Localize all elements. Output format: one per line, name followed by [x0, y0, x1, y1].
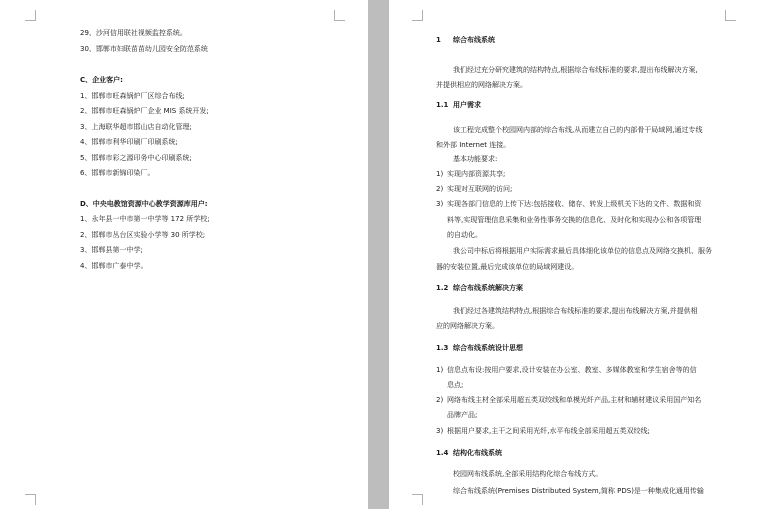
paragraph-line: 校园网布线系统,全部采用结构化综合布线方式。: [453, 470, 603, 478]
heading-number: 1.4: [436, 449, 449, 457]
list-item: 实现内部资源共享;: [447, 170, 506, 178]
paragraph-line: 和外部 Internet 连接。: [436, 141, 511, 149]
list-number: 3): [436, 200, 444, 208]
crop-mark-bottom-left: [412, 494, 423, 505]
heading-number: 1.2: [436, 284, 449, 292]
list-item: 29、沙河信用联社视频监控系统。: [80, 29, 187, 37]
list-number: 2): [436, 185, 444, 193]
crop-mark-bottom-left: [25, 494, 36, 505]
crop-mark-top-left: [412, 10, 423, 21]
document-page-left: [0, 0, 368, 509]
list-number: 1): [436, 366, 444, 374]
paragraph-line: 我公司中标后将根据用户实际需求最后具体细化该单位的信息点及网络交换机、服务: [453, 247, 712, 255]
list-item: 网络布线主材全部采用超五类双绞线和单模光纤产品,主材和辅材建议采用国产知名: [447, 396, 702, 404]
list-item: 料等,实现管理信息采集和业务性事务交换的信息化、及时化和实现办公和各项管理: [447, 216, 702, 224]
list-item: 3、上海联华超市邯山店自动化管理;: [80, 123, 192, 131]
heading-title: 结构化布线系统: [453, 449, 502, 457]
list-item: 的自动化。: [447, 231, 482, 239]
page-gap: [368, 0, 389, 509]
list-item: 息点;: [447, 381, 464, 389]
list-item: 信息点布设:按用户要求,设计安装在办公室、教室、多媒体教室和学生宿舍等的信: [447, 366, 697, 374]
document-page-right: [389, 0, 760, 509]
heading-title: 用户需求: [453, 101, 481, 109]
crop-mark-top-left: [25, 10, 36, 21]
list-item: 品牌产品;: [447, 411, 478, 419]
list-item: 6、邯郸市新锦印染厂。: [80, 169, 155, 177]
list-item: 实现各部门信息的上传下达:包括接收、储存、转发上级机关下达的文件、数据和资: [447, 200, 702, 208]
paragraph-line: 应的网络解决方案。: [436, 322, 499, 330]
list-item: 2、邯郸市旺森锅炉厂企业 MIS 系统开发;: [80, 107, 209, 115]
list-item: 1、邯郸市旺森锅炉厂区综合布线;: [80, 92, 185, 100]
paragraph-line: 该工程完成整个校园网内部的综合布线,从而建立自己的内部骨干局域网,通过专线: [453, 126, 703, 134]
heading-number: 1.1: [436, 101, 449, 109]
list-item: 4、邯郸市广泰中学。: [80, 262, 148, 270]
heading-title: 综合布线系统设计思想: [453, 344, 523, 352]
list-item: 1、永年县一中市第一中学等 172 所学校;: [80, 215, 210, 223]
list-number: 2): [436, 396, 444, 404]
paragraph-line: 并提供相应的网络解决方案。: [436, 81, 527, 89]
heading-title: 综合布线系统解决方案: [453, 284, 523, 292]
list-item: 根据用户要求,主干之间采用光纤,水平布线全部采用超五类双绞线;: [447, 427, 650, 435]
heading-number: 1.3: [436, 344, 449, 352]
list-number: 1): [436, 170, 444, 178]
section-heading: C、企业客户:: [80, 76, 123, 84]
list-item: 2、邯郸市丛台区实验小学等 30 所学校;: [80, 231, 206, 239]
list-item: 5、邯郸市彩之源印务中心印刷系统;: [80, 154, 192, 162]
list-item: 实现对互联网的访问;: [447, 185, 513, 193]
heading-title: 综合布线系统: [453, 36, 495, 44]
list-item: 30、邯郸市妇联苗苗幼儿园安全防范系统: [80, 45, 208, 53]
paragraph-line: 基本功能要求:: [453, 155, 498, 163]
list-item: 4、邯郸市利华印刷厂印刷系统;: [80, 138, 178, 146]
list-item: 3、邯郸县第一中学;: [80, 246, 143, 254]
crop-mark-top-right: [725, 10, 736, 21]
heading-number: 1: [436, 36, 441, 44]
paragraph-line: 我们经过充分研究建筑的结构特点,根据综合布线标准的要求,提出布线解决方案,: [453, 66, 698, 74]
section-heading: D、中央电教馆资源中心教学资源库用户:: [80, 200, 208, 208]
list-number: 3): [436, 427, 444, 435]
paragraph-line: 综合布线系统(Premises Distributed System,简称 PDS)是一种集成化通用传输: [453, 487, 704, 495]
crop-mark-top-right: [334, 10, 345, 21]
paragraph-line: 我们经过各建筑结构特点,根据综合布线标准的要求,提出布线解决方案,并提供相: [453, 307, 698, 315]
paragraph-line: 器的安装位置,最后完成该单位的局域网建设。: [436, 263, 579, 271]
